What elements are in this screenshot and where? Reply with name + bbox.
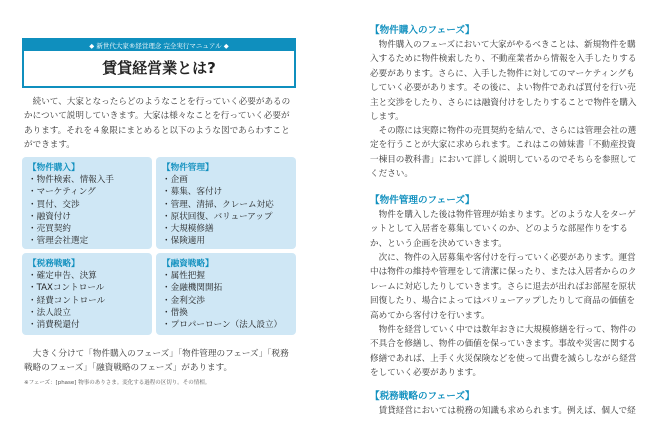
quadrant-item: ・マーケティング <box>28 187 96 198</box>
summary-paragraph: 大きく分けて「物件購入のフェーズ」「物件管理のフェーズ」「税務戦略のフェーズ」「融資戦略のフェーズ」があります。 <box>24 349 289 374</box>
quadrant-item: ・融資付け <box>28 211 71 222</box>
quadrant-item: ・確定申告、決算 <box>28 271 97 282</box>
quadrant-item: ・保険適用 <box>162 236 205 247</box>
quadrant-item: ・法人設立 <box>28 307 71 318</box>
intro-paragraph: 続いて、大家となったらどのようなことを行っていく必要があるのかについて説明していきます。大家は様々なことを行っていく必要があります。それを４象限にまとめると以下のような図であらわすことができます。 <box>24 97 291 151</box>
quadrant-item: ・管理会社選定 <box>28 236 89 247</box>
quadrant-heading: 【物件管理】 <box>162 163 214 173</box>
quadrant-item: ・経費コントロール <box>28 295 106 306</box>
quadrant-item: ・金利交渉 <box>162 295 205 306</box>
quadrant-item: ・属性把握 <box>162 271 205 282</box>
section-heading-purchase: 【物件購入のフェーズ】 <box>370 25 475 36</box>
quadrant-item: ・大規模修繕 <box>162 224 214 235</box>
quadrant-item: ・消費税還付 <box>28 320 80 331</box>
body-paragraph: 次に、物件の入居募集や客付けを行っていく必要があります。運営中は物件の維持や管理をして清潔に保ったり、または入居者からのクレームに対応したりしていきます。さらに退去が出ればお部屋を原状回復したり、場合によってはバリューアップしたりして商品の価値を高めてから客付けを行います。 <box>370 253 637 321</box>
quadrant-item: ・売買契約 <box>28 224 71 235</box>
body-paragraph: 物件を経営していく中では数年おきに大規模修繕を行って、物件の不具合を修繕し、物件の価値を保っていきます。事故や災害に関する修繕であれば、上手く火災保険などを使って出費を減らしながら経営をしていく必要があります。 <box>370 325 637 379</box>
section-heading-management: 【物件管理のフェーズ】 <box>370 195 475 206</box>
quadrant-item: ・物件検索、情報入手 <box>28 175 114 186</box>
quadrant-finance-strategy <box>156 253 296 335</box>
quadrant-heading: 【融資戦略】 <box>162 259 214 269</box>
quadrant-item: ・買付、交渉 <box>28 199 80 210</box>
body-paragraph: その際には実際に物件の売買契約を結んで、さらには管理会社の選定を行うことが大家に求められます。これはこの姉妹書「不動産投資一棟目の教科書」において詳しく説明しているのでそちらを参照してください。 <box>370 126 637 180</box>
quadrant-item: ・管理、清掃、クレーム対応 <box>162 199 274 210</box>
body-paragraph: 賃貸経営においては税務の知識も求められます。例えば、個人で経 <box>378 406 636 416</box>
quadrant-heading: 【物件購入】 <box>28 163 80 173</box>
quadrant-diagram <box>22 157 296 335</box>
quadrant-heading: 【税務戦略】 <box>28 259 80 269</box>
quadrant-item: ・原状回復、バリューアップ <box>162 211 273 222</box>
quadrant-property-purchase <box>22 157 152 249</box>
quadrant-tax-strategy <box>22 253 152 335</box>
page-title: 賃貸経営業とは? <box>22 51 296 88</box>
quadrant-item: ・企画 <box>162 175 188 186</box>
body-paragraph: 物件を購入した後は物件管理が始まります。どのような人をターゲットとして入居者を募集していくのか、どのような部屋作りをするか、という企画を決めていきます。 <box>370 210 636 249</box>
quadrant-item: ・募集、客付け <box>162 187 223 198</box>
quadrant-property-management <box>156 157 296 249</box>
footnote: ※フェーズ：[phase] 物事のありさま。変化する過程の区切り。その情相。 <box>24 380 211 386</box>
quadrant-item: ・借換 <box>162 307 188 318</box>
quadrant-item: ・金融機関開拓 <box>162 283 223 294</box>
section-heading-tax: 【税務戦略のフェーズ】 <box>370 391 475 402</box>
quadrant-item: ・TAXコントロール <box>28 283 105 294</box>
manual-header-bar: ◆ 新世代大家®経営理念 完全実行マニュアル ◆ <box>22 38 296 51</box>
body-paragraph: 物件購入のフェーズにおいて大家がやるべきことは、新規物件を購入するために物件検索したり、不動産業者から情報を入手したりする必要があります。さらに、入手した物件に対してのマーケティングもしていく必要があります。その後に、よい物件であれば買付を行い売主と交渉をしたり、さらには融資付けをしたりすることで物件を購入します。 <box>370 40 637 123</box>
quadrant-item: ・プロパーローン（法人設立） <box>162 320 283 331</box>
